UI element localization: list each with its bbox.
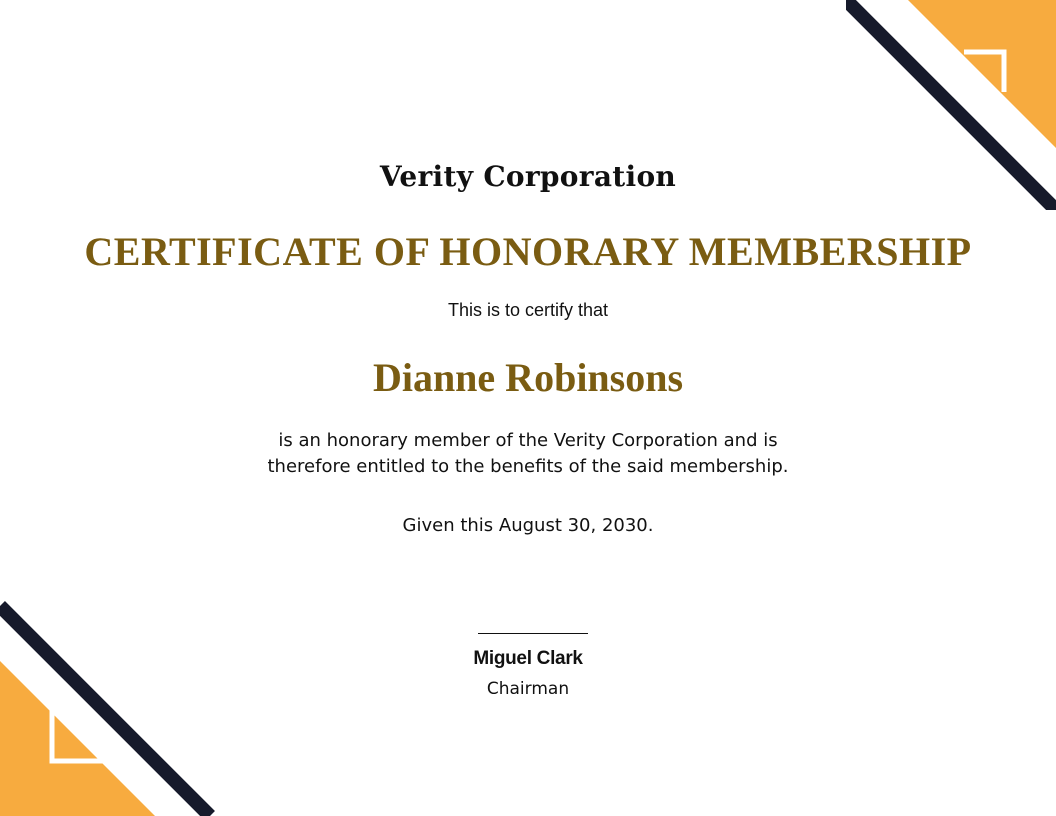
given-date-line: Given this August 30, 2030. xyxy=(402,515,654,536)
signatory-name: Miguel Clark xyxy=(473,648,583,669)
certificate-title: CERTIFICATE OF HONORARY MEMBERSHIP xyxy=(84,229,972,274)
recipient-name: Dianne Robinsons xyxy=(372,355,684,400)
bottom-left-corner-decoration xyxy=(0,601,215,816)
organization-name: Verity Corporation xyxy=(379,160,677,193)
certify-line: This is to certify that xyxy=(447,300,609,320)
signatory-title: Chairman xyxy=(486,679,570,699)
corner-orange-triangle xyxy=(908,0,1056,148)
certificate-body xyxy=(0,428,1056,480)
body-line-1: is an honorary member of the Verity Corporation and is xyxy=(278,430,778,451)
body-line-2: therefore entitled to the benefits of the said membership. xyxy=(267,456,789,477)
signature-line xyxy=(478,633,588,634)
